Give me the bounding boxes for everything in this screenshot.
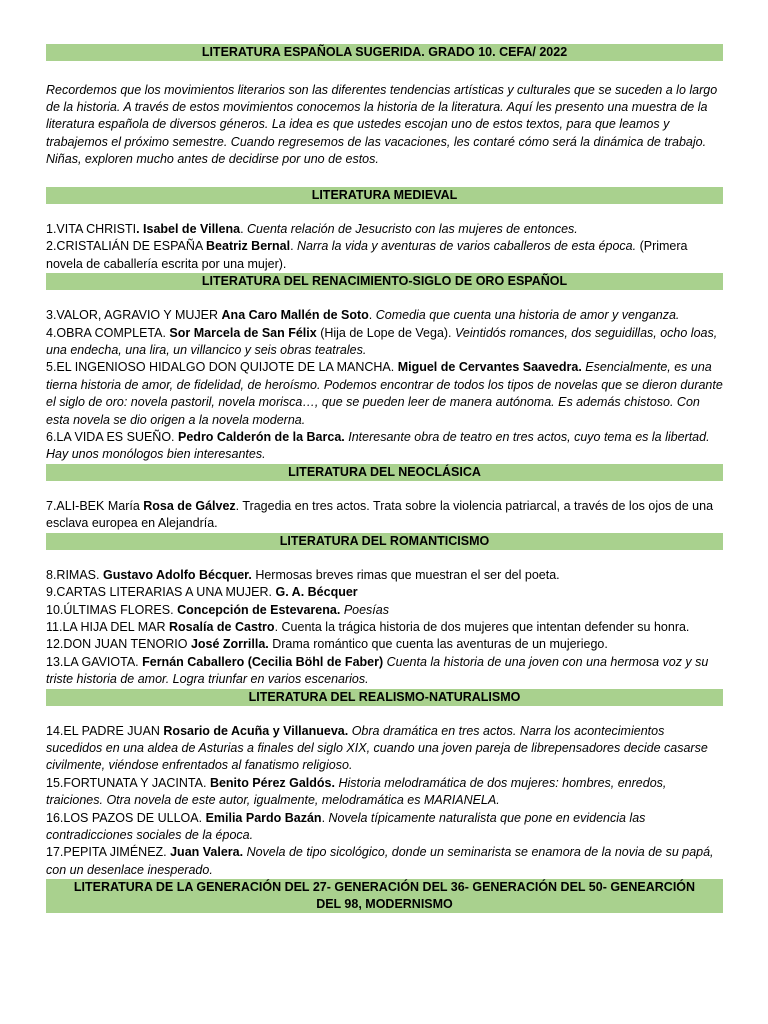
book-title: 2.CRISTALIÁN DE ESPAÑA xyxy=(46,239,207,254)
book-title: 17.PEPITA JIMÉNEZ. xyxy=(46,845,171,860)
book-entry xyxy=(46,221,723,238)
book-entry xyxy=(46,359,723,429)
book-description: Historia melodramática de dos mujeres: hombres, enredos, traiciones. Otra novela de este autor, igualmente, melodramática es MARIANELA. xyxy=(46,775,667,808)
document-page xyxy=(46,44,723,913)
book-author: Rosalía de Castro xyxy=(168,619,275,634)
book-note: . xyxy=(290,239,298,254)
book-author: Emilia Pardo Bazán xyxy=(205,810,322,825)
section-heading: LITERATURA MEDIEVAL xyxy=(46,187,723,204)
book-author: Rosa de Gálvez xyxy=(143,498,236,513)
section-spacer xyxy=(46,290,723,307)
book-title: 12.DON JUAN TENORIO xyxy=(46,637,191,652)
book-entry xyxy=(46,654,723,689)
book-author: Ana Caro Mallén de Soto xyxy=(221,308,369,323)
document-title: LITERATURA ESPAÑOLA SUGERIDA. GRADO 10. CEFA/ 2022 xyxy=(46,44,723,61)
book-entry xyxy=(46,307,723,324)
book-author: . Isabel de Villena xyxy=(136,222,241,237)
book-title: 8.RIMAS. xyxy=(46,567,103,582)
book-entry xyxy=(46,567,723,584)
section-spacer xyxy=(46,706,723,723)
book-title: 13.LA GAVIOTA. xyxy=(46,654,143,669)
book-author: Gustavo Adolfo Bécquer. xyxy=(102,567,252,582)
book-description: Poesías xyxy=(343,602,389,617)
final-section-heading: LITERATURA DE LA GENERACIÓN DEL 27- GENERACIÓN DEL 36- GENERACIÓN DEL 50- GENEARCIÓN DEL 98, MODERNISMO xyxy=(46,879,723,913)
book-author: Juan Valera. xyxy=(170,845,244,860)
book-note-extra: (Primera novela de caballería escrita por una mujer). xyxy=(46,239,688,271)
book-description: Obra dramática en tres actos. Narra los acontecimientos sucedidos en una aldea de Asturias a finales del siglo XIX, cuando una joven pareja de librepensadores decide casarse civilmente, viéndose enfrentados al fanatismo religioso. xyxy=(46,723,708,773)
book-author: Miguel de Cervantes Saavedra. xyxy=(397,360,582,375)
book-description: Veintidós romances, dos seguidillas, ocho loas, una endecha, una lira, un villancico y seis obras teatrales. xyxy=(46,325,718,358)
book-entry xyxy=(46,723,723,775)
book-note: . Cuenta la trágica historia de dos mujeres que intentan defender su honra. xyxy=(274,619,690,634)
book-author: G. A. Bécquer xyxy=(275,585,358,600)
section-heading: LITERATURA DEL REALISMO-NATURALISMO xyxy=(46,689,723,706)
section-heading: LITERATURA DEL ROMANTICISMO xyxy=(46,533,723,550)
book-author: Rosario de Acuña y Villanueva. xyxy=(163,723,349,738)
book-entry xyxy=(46,619,723,636)
book-entry xyxy=(46,429,723,464)
book-entry xyxy=(46,844,723,879)
book-title: 14.EL PADRE JUAN xyxy=(46,723,164,738)
book-note: . xyxy=(368,308,376,323)
book-author: Sor Marcela de San Félix xyxy=(169,325,317,340)
book-title: 6.LA VIDA ES SUEÑO. xyxy=(46,430,179,445)
book-title: 5.EL INGENIOSO HIDALGO DON QUIJOTE DE LA MANCHA. xyxy=(46,360,398,375)
intro-paragraph: Recordemos que los movimientos literarios son las diferentes tendencias artísticas y culturales que se suceden a lo largo de la historia. A través de estos movimientos conocemos la historia de la literatura. Aquí les presento una muestra de la literatura española de diversos géneros. La idea es que ustedes escojan uno de estos textos, para que leamos y trabajemos el próximo semestre. Cuando regresemos de las vacaciones, les contaré cómo será la dinámica de trabajo. Niñas, exploren mucho antes de decidirse por uno de estos. xyxy=(46,83,718,166)
book-entry xyxy=(46,602,723,619)
book-title: 11.LA HIJA DEL MAR xyxy=(46,619,169,634)
book-description: Novela típicamente naturalista que pone en evidencia las contradicciones sociales de la época. xyxy=(46,810,646,842)
book-note: (Hija de Lope de Vega). xyxy=(316,325,456,340)
book-author: Fernán Caballero (Cecilia Böhl de Faber) xyxy=(142,654,384,669)
book-description: Novela de tipo sicológico, donde un seminarista se enamora de la novia de su papá, con un desenlace inesperado. xyxy=(46,845,714,877)
book-title: 16.LOS PAZOS DE ULLOA. xyxy=(46,810,206,825)
book-description: Cuenta relación de Jesucristo con las mujeres de entonces. xyxy=(247,222,578,237)
book-note: . xyxy=(321,810,329,825)
book-author: Beatriz Bernal xyxy=(206,239,291,254)
book-entry xyxy=(46,498,723,533)
book-note: Hermosas breves rimas que muestran el ser del poeta. xyxy=(251,567,560,582)
book-entry xyxy=(46,810,723,845)
book-description: Comedia que cuenta una historia de amor y venganza. xyxy=(375,308,680,323)
book-entry xyxy=(46,775,723,810)
book-title: 9.CARTAS LITERARIAS A UNA MUJER. xyxy=(46,585,276,600)
section-spacer xyxy=(46,204,723,221)
book-title: 3.VALOR, AGRAVIO Y MUJER xyxy=(46,308,222,323)
book-description: Narra la vida y aventuras de varios caballeros de esta época. xyxy=(297,239,637,254)
book-entry xyxy=(46,238,723,273)
book-author: Benito Pérez Galdós. xyxy=(209,775,335,790)
book-title: 7.ALI-BEK María xyxy=(46,498,144,513)
book-title: 1.VITA CHRISTI xyxy=(46,222,137,237)
book-description: Interesante obra de teatro en tres actos, cuyo tema es la libertad. Hay unos monólogos bien interesantes. xyxy=(46,430,710,462)
book-note: . xyxy=(240,222,248,237)
book-description: Cuenta la historia de una joven con una hermosa voz y su triste historia de amor. Logra triunfar en varios escenarios. xyxy=(46,654,709,687)
book-title: 15.FORTUNATA Y JACINTA. xyxy=(46,775,210,790)
book-note: . Tragedia en tres actos. Trata sobre la violencia patriarcal, a través de los ojos de una esclava europea en Alejandría. xyxy=(46,498,714,531)
section-heading: LITERATURA DEL NEOCLÁSICA xyxy=(46,464,723,481)
book-author: Concepción de Estevarena. xyxy=(177,602,341,617)
section-spacer xyxy=(46,550,723,567)
sections-container xyxy=(46,187,723,879)
book-entry xyxy=(46,584,723,601)
book-author: Pedro Calderón de la Barca. xyxy=(178,430,345,445)
book-entry xyxy=(46,325,723,360)
book-author: José Zorrilla. xyxy=(190,637,269,652)
book-description: Esencialmente, es una tierna historia de amor, de fidelidad, de heroísmo. Podemos encontrar de todos los tipos de novelas que se dieron durante el siglo de oro: novela pastoril, novela morisca…, que se pueden leer de manera autónoma. Es además chistoso. Con esta novela se dio origen a la novela moderna. xyxy=(46,360,723,427)
book-note: Drama romántico que cuenta las aventuras de un mujeriego. xyxy=(268,637,608,652)
section-spacer xyxy=(46,481,723,498)
book-title: 4.OBRA COMPLETA. xyxy=(46,325,170,340)
book-entry xyxy=(46,636,723,653)
book-title: 10.ÚLTIMAS FLORES. xyxy=(46,602,178,617)
section-heading: LITERATURA DEL RENACIMIENTO-SIGLO DE ORO ESPAÑOL xyxy=(46,273,723,290)
